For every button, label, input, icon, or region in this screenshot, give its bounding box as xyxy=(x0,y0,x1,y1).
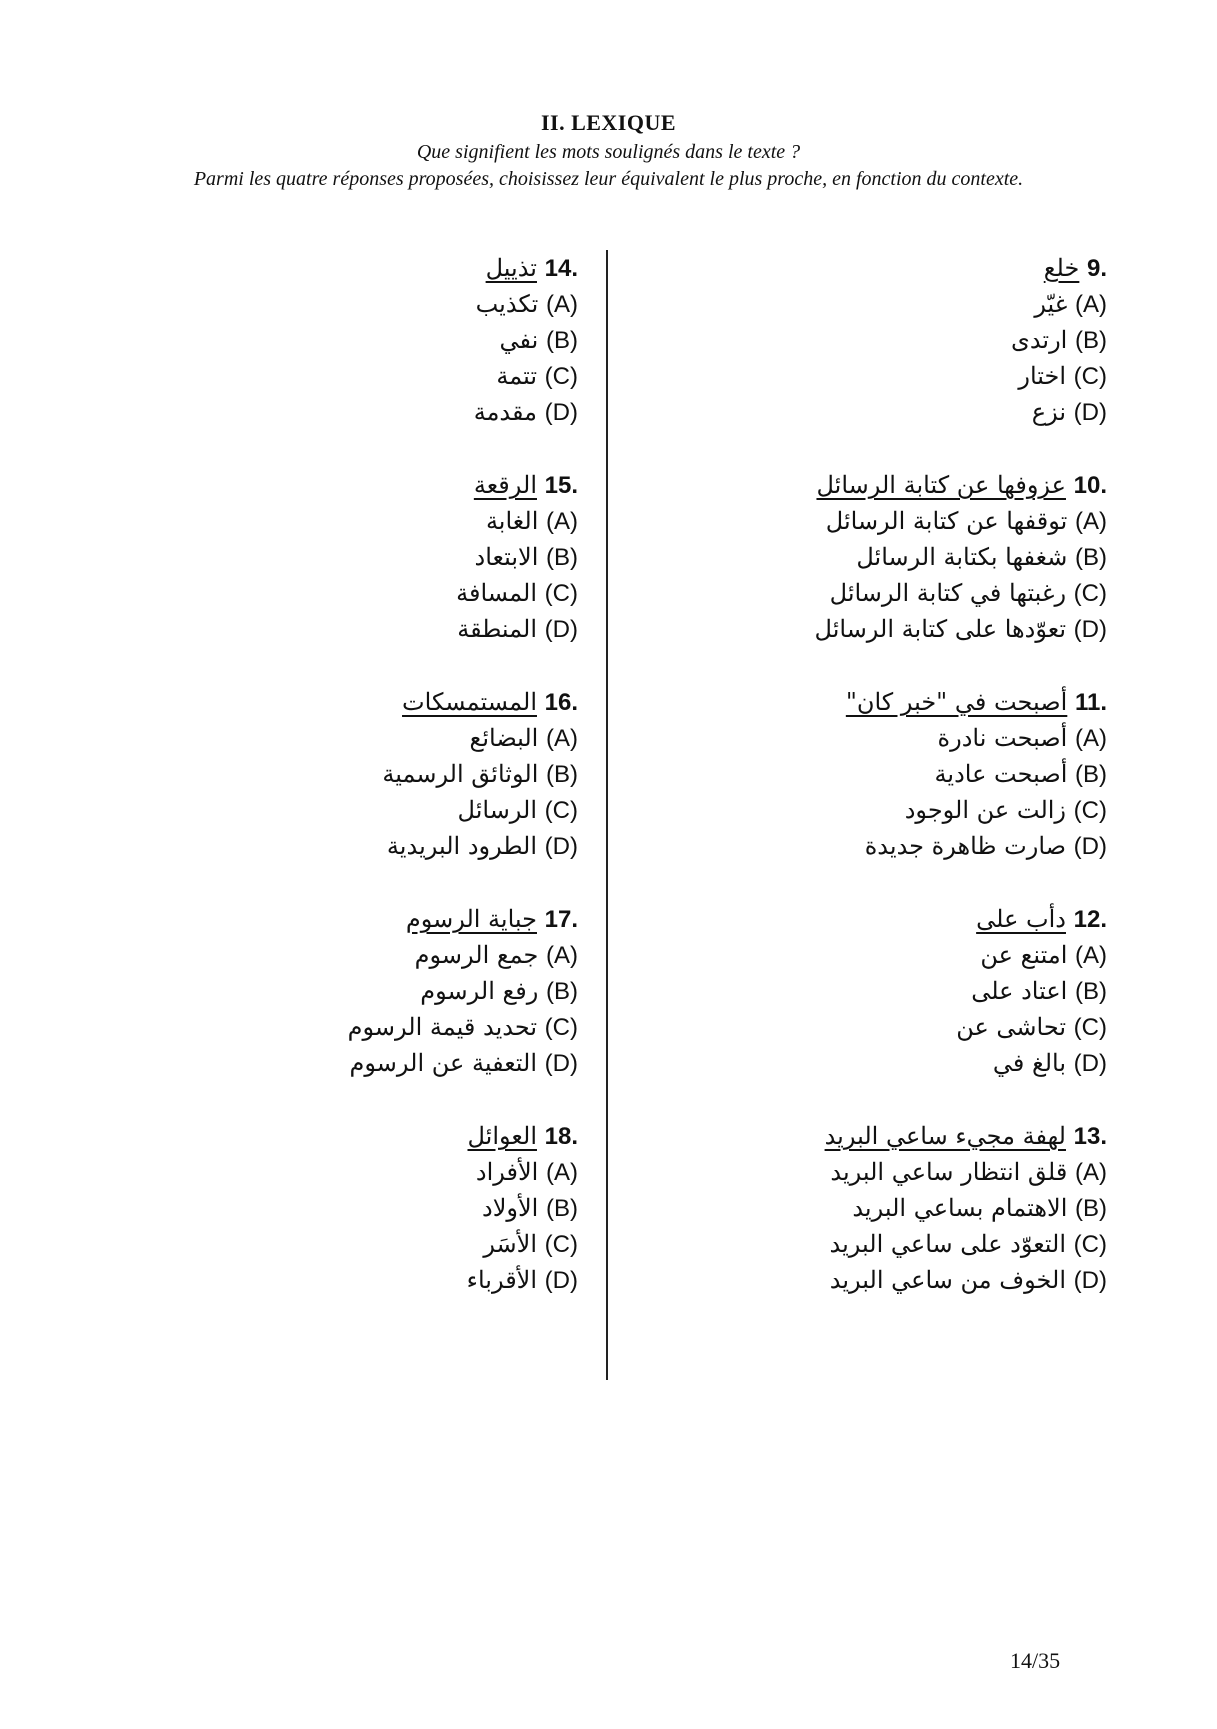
answer-option xyxy=(118,1154,578,1190)
option-letter: (A) xyxy=(546,508,578,535)
option-text: الرسائل xyxy=(457,796,538,824)
option-letter: (B) xyxy=(546,544,578,571)
question-block xyxy=(118,684,578,901)
option-text: تحاشى عن xyxy=(956,1013,1067,1041)
option-text: الوثائق الرسمية xyxy=(382,760,539,788)
instruction-line-1: Que signifient les mots soulignés dans le texte ? xyxy=(416,141,801,163)
question-number: 12. xyxy=(1073,906,1107,933)
option-letter: (D) xyxy=(544,399,578,426)
question-number: 15. xyxy=(544,472,578,499)
option-letter: (C) xyxy=(544,797,578,824)
option-text: نفي xyxy=(499,326,539,354)
option-text: زالت عن الوجود xyxy=(904,796,1067,824)
answer-option xyxy=(118,1045,578,1081)
page-number: 14/35 xyxy=(1010,1648,1061,1673)
question-heading xyxy=(647,467,1107,503)
option-text: الاهتمام بساعي البريد xyxy=(852,1194,1068,1222)
option-letter: (B) xyxy=(1075,1195,1107,1222)
option-text: أصبحت عادية xyxy=(934,760,1068,788)
answer-option xyxy=(118,720,578,756)
option-letter: (C) xyxy=(1073,580,1107,607)
answer-option xyxy=(647,503,1107,539)
question-heading xyxy=(647,901,1107,937)
answer-option xyxy=(118,756,578,792)
option-text: اختار xyxy=(1018,362,1067,390)
questions-column-left xyxy=(118,250,578,1335)
question-block xyxy=(647,684,1107,901)
answer-option xyxy=(118,1226,578,1262)
question-number: 14. xyxy=(544,255,578,282)
option-text: بالغ في xyxy=(992,1049,1067,1077)
answer-option xyxy=(118,394,578,430)
answer-option xyxy=(118,1009,578,1045)
option-letter: (C) xyxy=(544,1231,578,1258)
option-letter: (D) xyxy=(544,833,578,860)
answer-option xyxy=(647,973,1107,1009)
option-letter: (B) xyxy=(1075,978,1107,1005)
answer-option xyxy=(647,358,1107,394)
question-number: 10. xyxy=(1073,472,1107,499)
option-letter: (D) xyxy=(544,1267,578,1294)
option-text: نزع xyxy=(1031,398,1067,426)
option-letter: (C) xyxy=(544,1014,578,1041)
question-number: 11. xyxy=(1074,689,1107,716)
answer-option xyxy=(118,792,578,828)
option-text: جمع الرسوم xyxy=(414,941,539,969)
answer-option xyxy=(647,1226,1107,1262)
option-letter: (D) xyxy=(544,616,578,643)
question-block xyxy=(647,250,1107,467)
question-heading xyxy=(647,250,1107,286)
option-letter: (A) xyxy=(1075,725,1107,752)
option-text: الابتعاد xyxy=(474,543,539,571)
question-heading xyxy=(118,684,578,720)
answer-option xyxy=(647,1262,1107,1298)
answer-option xyxy=(118,1262,578,1298)
option-letter: (D) xyxy=(1073,1050,1107,1077)
question-number: 18. xyxy=(544,1123,578,1150)
question-block xyxy=(118,901,578,1118)
answer-option xyxy=(647,828,1107,864)
question-block xyxy=(647,1118,1107,1335)
option-letter: (A) xyxy=(546,725,578,752)
option-letter: (C) xyxy=(1073,363,1107,390)
option-text: الأقرباء xyxy=(466,1266,538,1294)
option-text: الغابة xyxy=(485,507,539,535)
option-text: الأولاد xyxy=(482,1194,539,1222)
option-letter: (C) xyxy=(544,580,578,607)
answer-option xyxy=(118,1190,578,1226)
option-text: الخوف من ساعي البريد xyxy=(829,1266,1067,1294)
option-letter: (B) xyxy=(546,1195,578,1222)
question-block xyxy=(118,250,578,467)
option-text: غيّر xyxy=(1034,290,1068,318)
question-number: 9. xyxy=(1086,255,1107,282)
question-heading xyxy=(647,1118,1107,1154)
answer-option xyxy=(647,539,1107,575)
option-text: اعتاد على xyxy=(971,977,1068,1005)
option-text: مقدمة xyxy=(473,398,538,426)
question-block xyxy=(647,901,1107,1118)
question-number: 16. xyxy=(544,689,578,716)
option-text: الأفراد xyxy=(475,1158,539,1186)
answer-option xyxy=(118,358,578,394)
option-text: قلق انتظار ساعي البريد xyxy=(830,1158,1068,1186)
answer-option xyxy=(118,503,578,539)
underlined-word: تذييل xyxy=(485,254,537,282)
option-letter: (C) xyxy=(544,363,578,390)
option-letter: (B) xyxy=(546,761,578,788)
answer-option xyxy=(647,720,1107,756)
option-text: التعفية عن الرسوم xyxy=(349,1049,538,1077)
answer-option xyxy=(647,1154,1107,1190)
option-text: رفع الرسوم xyxy=(420,977,539,1005)
option-letter: (A) xyxy=(1075,291,1107,318)
option-text: المسافة xyxy=(456,579,538,607)
answer-option xyxy=(647,792,1107,828)
answer-option xyxy=(118,322,578,358)
answer-option xyxy=(647,937,1107,973)
answer-option xyxy=(118,286,578,322)
option-letter: (B) xyxy=(546,978,578,1005)
question-block xyxy=(647,467,1107,684)
instruction-line-2: Parmi les quatre réponses proposées, choisissez leur équivalent le plus proche, en fonction du contexte. xyxy=(193,168,1024,190)
answer-option xyxy=(647,1009,1107,1045)
option-text: أصبحت نادرة xyxy=(937,724,1068,752)
option-letter: (B) xyxy=(1075,327,1107,354)
option-text: البضائع xyxy=(469,724,539,752)
section-title: II. LEXIQUE xyxy=(540,110,677,135)
option-text: صارت ظاهرة جديدة xyxy=(864,832,1067,860)
questions-column-right xyxy=(647,250,1107,1335)
answer-option xyxy=(647,756,1107,792)
answer-option xyxy=(647,1190,1107,1226)
underlined-word: المستمسكات xyxy=(402,688,537,716)
question-heading xyxy=(118,1118,578,1154)
option-text: شغفها بكتابة الرسائل xyxy=(856,543,1068,571)
question-heading xyxy=(118,901,578,937)
option-text: الطرود البريدية xyxy=(386,832,538,860)
column-divider xyxy=(606,250,608,1380)
question-block xyxy=(118,467,578,684)
underlined-word: جباية الرسوم xyxy=(405,905,537,933)
question-heading xyxy=(647,684,1107,720)
question-number: 13. xyxy=(1073,1123,1107,1150)
answer-option xyxy=(647,394,1107,430)
option-text: توقفها عن كتابة الرسائل xyxy=(825,507,1068,535)
underlined-word: أصبحت في "خبر كان" xyxy=(845,688,1068,716)
option-letter: (C) xyxy=(1073,1231,1107,1258)
option-text: رغبتها في كتابة الرسائل xyxy=(829,579,1067,607)
option-text: امتنع عن xyxy=(980,941,1068,969)
underlined-word: لهفة مجيء ساعي البريد xyxy=(824,1122,1066,1150)
option-text: التعوّد على ساعي البريد xyxy=(829,1230,1067,1258)
underlined-word: العوائل xyxy=(467,1122,537,1150)
question-number: 17. xyxy=(544,906,578,933)
underlined-word: دأب على xyxy=(976,905,1066,933)
option-letter: (A) xyxy=(1075,942,1107,969)
answer-option xyxy=(118,973,578,1009)
option-text: تعوّدها على كتابة الرسائل xyxy=(814,615,1067,643)
option-letter: (A) xyxy=(546,942,578,969)
option-letter: (C) xyxy=(1073,1014,1107,1041)
answer-option xyxy=(647,322,1107,358)
option-letter: (D) xyxy=(544,1050,578,1077)
answer-option xyxy=(118,611,578,647)
answer-option xyxy=(647,575,1107,611)
answer-option xyxy=(647,611,1107,647)
option-letter: (A) xyxy=(1075,508,1107,535)
option-letter: (B) xyxy=(1075,761,1107,788)
option-text: تكذيب xyxy=(475,290,539,318)
underlined-word: الرقعة xyxy=(473,471,537,499)
option-letter: (B) xyxy=(1075,544,1107,571)
answer-option xyxy=(647,1045,1107,1081)
option-letter: (D) xyxy=(1073,833,1107,860)
option-text: ارتدى xyxy=(1011,326,1068,354)
option-letter: (D) xyxy=(1073,616,1107,643)
answer-option xyxy=(118,575,578,611)
answer-option xyxy=(647,286,1107,322)
answer-option xyxy=(118,539,578,575)
option-letter: (D) xyxy=(1073,1267,1107,1294)
option-letter: (B) xyxy=(546,327,578,354)
option-letter: (A) xyxy=(546,291,578,318)
option-text: الأسَر xyxy=(483,1230,538,1258)
question-heading xyxy=(118,467,578,503)
answer-option xyxy=(118,937,578,973)
question-heading xyxy=(118,250,578,286)
option-text: تحديد قيمة الرسوم xyxy=(347,1013,538,1041)
option-text: تتمة xyxy=(496,362,538,390)
question-block xyxy=(118,1118,578,1335)
option-text: المنطقة xyxy=(457,615,538,643)
option-letter: (A) xyxy=(1075,1159,1107,1186)
option-letter: (C) xyxy=(1073,797,1107,824)
underlined-word: عزوفها عن كتابة الرسائل xyxy=(816,471,1066,499)
answer-option xyxy=(118,828,578,864)
underlined-word: خلع xyxy=(1043,254,1080,282)
option-letter: (D) xyxy=(1073,399,1107,426)
option-letter: (A) xyxy=(546,1159,578,1186)
